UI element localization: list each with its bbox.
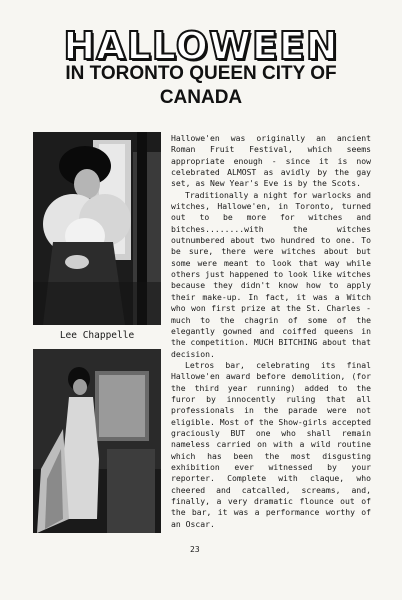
photo-caption: Lee Chappelle: [59, 330, 135, 341]
paragraph-1: Hallowe'en was originally an ancient Roman Fruit Festival, which seems appropriate enough - since it is now celebrated ALMOST as avidly by the gay set, as New Year's Eve is by the Scots.: [171, 133, 371, 189]
article-body: [171, 133, 371, 530]
photo-fur-coat-illustration: [33, 132, 161, 325]
headline: HALLOWEEN: [63, 24, 339, 68]
subheadline-line-2: CANADA: [159, 87, 243, 108]
photo-fur-coat: [33, 132, 161, 325]
subheadline-line-1: IN TORONTO QUEEN CITY OF: [65, 63, 337, 84]
paragraph-3: Letros bar, celebrating its final Hallowe'en award before demolition, (for the third year running) added to the furor by innocently ruling that all professionals in the parade were not eligible. Most of the Show-girls accepted graciously BUT one who shall remain nameless carried on with a wild routine which has been the most disgusting exhibition ever witnessed by your reporter. Complete with claque, who cheered and catcalled, screams, and, finally, a very dramatic flounce out of the bar, it was a performance worthy of an Oscar.: [171, 359, 371, 529]
photo-white-dress: [33, 349, 161, 533]
photo-white-dress-illustration: [33, 349, 161, 533]
page-number: 23: [190, 545, 200, 554]
paragraph-2: Traditionally a night for warlocks and witches, Hallowe'en, in Toronto, turned out to be more for witches and bitches........with the witches outnumbered about two hundred to one. To be sure, there were witches about but some were meant to look that way while others just happened to look like witches because they didn't know how to apply their make-up. In fact, it was a Witch who won first prize at the St. Charles - much to the chagrin of some of the elegantly gowned and coiffed queens in the competition. MUCH BITCHING about that decision.: [171, 189, 371, 359]
